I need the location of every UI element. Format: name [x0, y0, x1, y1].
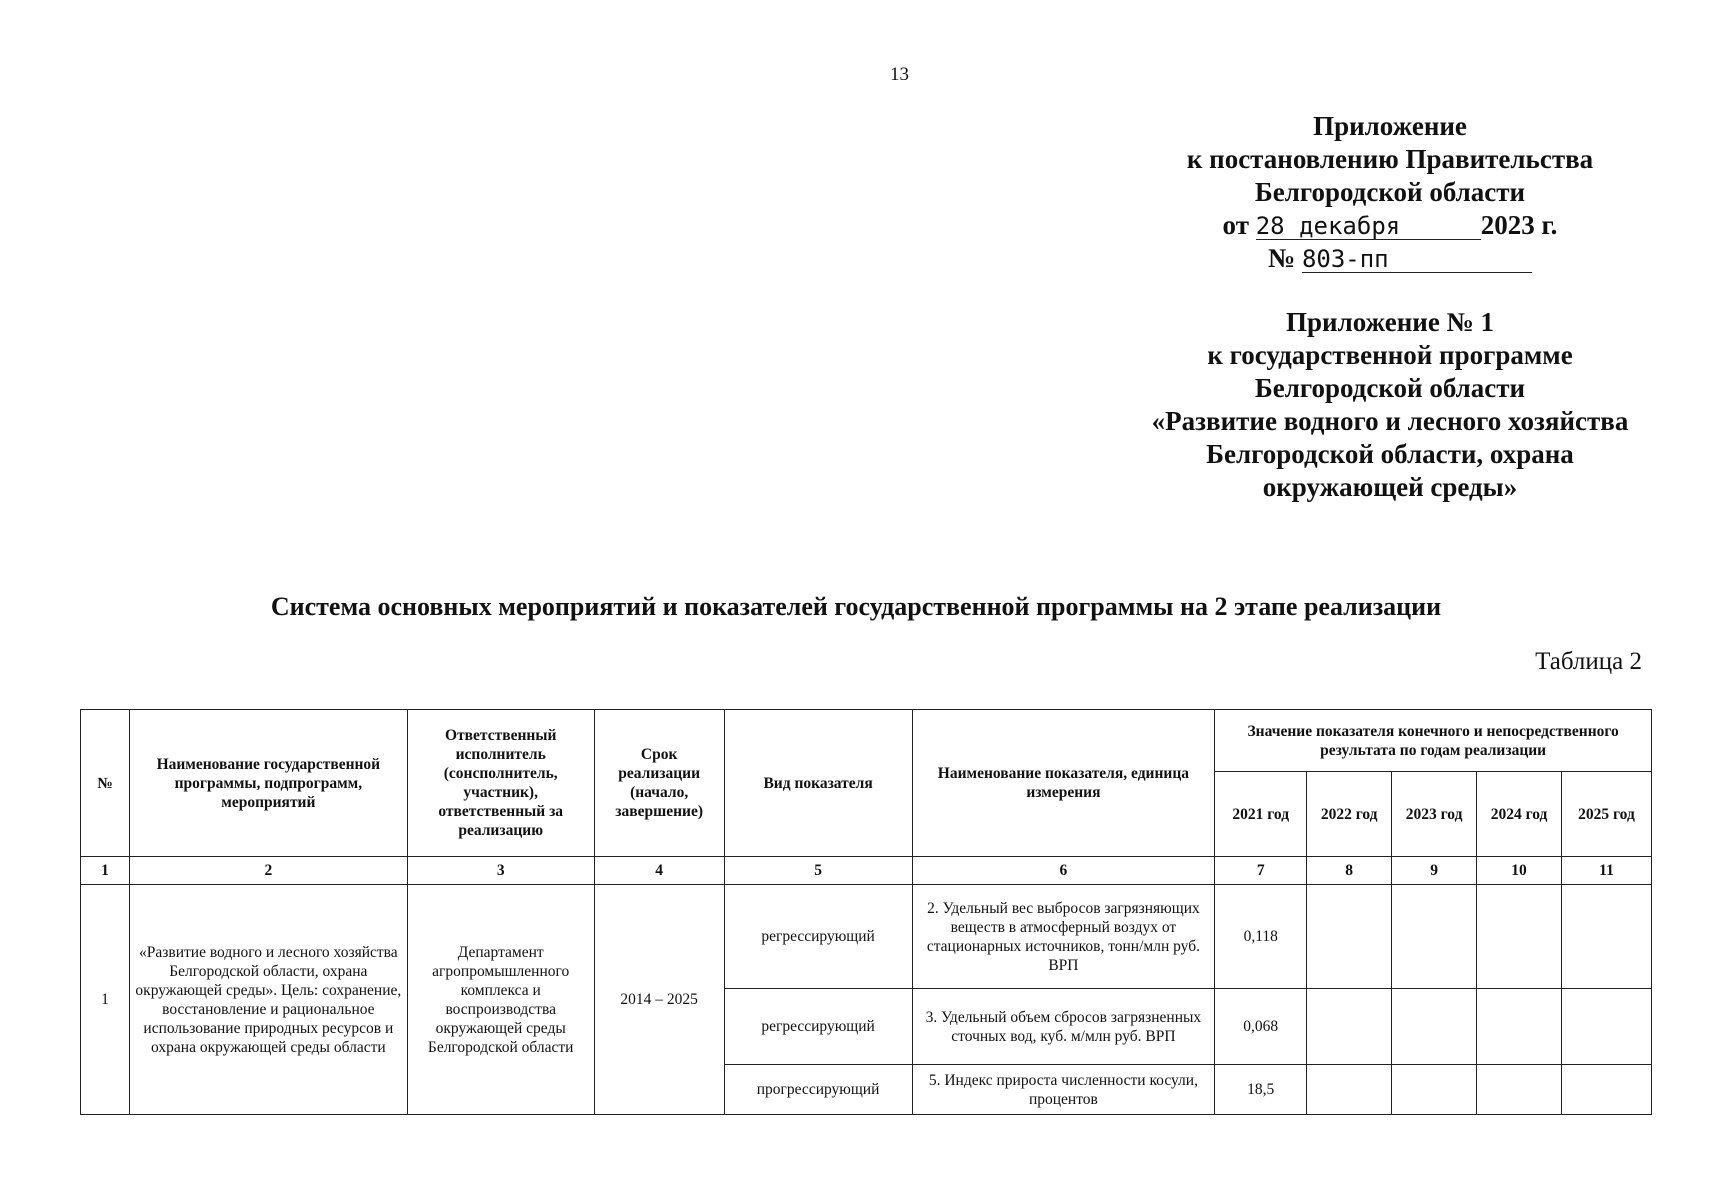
- column-number: 8: [1307, 857, 1392, 885]
- value-2025: [1562, 885, 1652, 989]
- header-year: 2022 год: [1307, 772, 1392, 857]
- value-2023: [1392, 1065, 1477, 1115]
- table-row: [81, 885, 1652, 989]
- indicator-name: 2. Удельный вес выбросов загрязняющих веществ в атмосферный воздух от стационарных источников, тонн/млн руб. ВРП: [912, 885, 1215, 989]
- column-number: 5: [724, 857, 912, 885]
- header-executor: Ответственный исполнитель (сонсполнитель, участник), ответственный за реализацию: [407, 710, 594, 857]
- value-2025: [1562, 1065, 1652, 1115]
- value-2021: 18,5: [1215, 1065, 1307, 1115]
- appendix-1-line: окружающей среды»: [1262, 472, 1518, 502]
- column-number: 9: [1392, 857, 1477, 885]
- value-2021: 0,068: [1215, 989, 1307, 1065]
- appendix-number-line: [1110, 242, 1670, 275]
- appendix-line-2: к постановлению Правительства: [1186, 144, 1594, 174]
- number-prefix: №: [1268, 243, 1296, 273]
- indicator-type: прогрессирующий: [724, 1065, 912, 1115]
- appendix-date-line: [1110, 209, 1670, 242]
- table-caption: Таблица 2: [1535, 648, 1642, 675]
- indicator-name: 3. Удельный объем сбросов загрязненных сточных вод, куб. м/млн руб. ВРП: [912, 989, 1215, 1065]
- value-2022: [1307, 1065, 1392, 1115]
- header-year: 2025 год: [1562, 772, 1652, 857]
- header-values-group: Значение показателя конечного и непосредственного результата по годам реализации: [1215, 710, 1652, 772]
- appendix-header: [1110, 110, 1670, 275]
- column-number: 7: [1215, 857, 1307, 885]
- value-2024: [1477, 989, 1562, 1065]
- appendix-1-line: Белгородской области: [1254, 373, 1526, 403]
- indicator-type: регрессирующий: [724, 989, 912, 1065]
- header-indicator-name: Наименование показателя, единица измерения: [912, 710, 1215, 857]
- date-prefix: от: [1222, 210, 1249, 240]
- program-name: «Развитие водного и лесного хозяйства Белгородской области, охрана окружающей среды». Цель: сохранение, восстановление и рациональное использование природных ресурсов и охрана окружающей среды области: [129, 885, 407, 1115]
- value-2024: [1477, 885, 1562, 989]
- date-value: 28 декабря: [1256, 213, 1481, 240]
- appendix-1-line: Приложение № 1: [1286, 307, 1494, 337]
- header-no: №: [81, 710, 130, 857]
- column-number: 1: [81, 857, 130, 885]
- header-year: 2021 год: [1215, 772, 1307, 857]
- value-2023: [1392, 989, 1477, 1065]
- page-number: 13: [890, 64, 909, 85]
- value-2023: [1392, 885, 1477, 989]
- header-name: Наименование государственной программы, подпрограмм, мероприятий: [129, 710, 407, 857]
- value-2021: 0,118: [1215, 885, 1307, 989]
- appendix-1-line: «Развитие водного и лесного хозяйства: [1151, 406, 1629, 436]
- indicator-type: регрессирующий: [724, 885, 912, 989]
- appendix-1-line: к государственной программе: [1207, 340, 1573, 370]
- indicator-name: 5. Индекс прироста численности косули, процентов: [912, 1065, 1215, 1115]
- header-year: 2023 год: [1392, 772, 1477, 857]
- appendix-1-header: [1110, 306, 1670, 504]
- value-2024: [1477, 1065, 1562, 1115]
- document-title: Система основных мероприятий и показателей государственной программы на 2 этапе реализации: [270, 592, 1442, 621]
- appendix-1-line: Белгородской области, охрана: [1206, 439, 1574, 469]
- appendix-line-3: Белгородской области: [1254, 177, 1526, 207]
- value-2022: [1307, 989, 1392, 1065]
- number-value: 803-пп: [1302, 246, 1532, 273]
- responsible-executor: Департамент агропромышленного комплекса и воспроизводства окружающей среды Белгородской области: [407, 885, 594, 1115]
- column-number: 4: [594, 857, 724, 885]
- date-suffix: 2023 г.: [1480, 210, 1558, 240]
- column-number: 3: [407, 857, 594, 885]
- column-number: 2: [129, 857, 407, 885]
- column-numbers-row: [81, 857, 1652, 885]
- column-number: 10: [1477, 857, 1562, 885]
- column-number: 6: [912, 857, 1215, 885]
- header-term: Срок реализации (начало, завершение): [594, 710, 724, 857]
- header-year: 2024 год: [1477, 772, 1562, 857]
- value-2025: [1562, 989, 1652, 1065]
- implementation-term: 2014 – 2025: [594, 885, 724, 1115]
- indicators-table: [80, 709, 1652, 1115]
- column-number: 11: [1562, 857, 1652, 885]
- row-number: 1: [81, 885, 130, 1115]
- value-2022: [1307, 885, 1392, 989]
- header-indicator-type: Вид показателя: [724, 710, 912, 857]
- appendix-title: Приложение: [1313, 111, 1467, 141]
